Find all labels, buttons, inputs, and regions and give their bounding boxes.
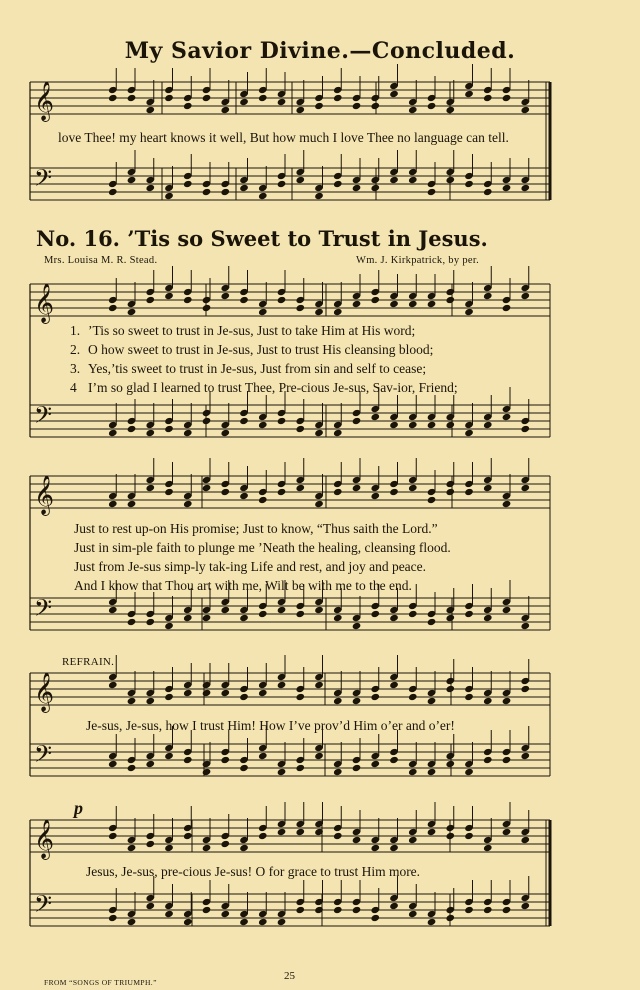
verse-number-4: 4: [70, 380, 77, 395]
svg-text:𝄢: 𝄢: [34, 890, 53, 923]
verse-text-3: Yes,’tis sweet to trust in Je-sus, Just from sin and self to cease;: [88, 361, 427, 376]
verse-number-1: 1.: [70, 323, 81, 338]
svg-text:𝄢: 𝄢: [34, 740, 53, 773]
author-credit: Mrs. Louisa M. R. Stead.: [44, 255, 158, 266]
dynamic-marking: p: [74, 798, 83, 818]
verse-number-2: 2.: [70, 342, 81, 357]
svg-text:𝄞: 𝄞: [34, 672, 55, 712]
verse-text-1: ’Tis so sweet to trust in Je-sus, Just to take Him at His word;: [88, 323, 416, 338]
source-footer: FROM “SONGS OF TRIUMPH.”: [44, 978, 157, 987]
svg-text:𝄞: 𝄞: [34, 81, 55, 121]
concluded-lyric: love Thee! my heart knows it well, But how much I love Thee no language can tell.: [58, 130, 509, 145]
final-lyric: Jesus, Je-sus, pre-cious Je-sus! O for grace to trust Him more.: [86, 864, 421, 879]
svg-text:𝄢: 𝄢: [34, 164, 53, 197]
refrain-label: REFRAIN.: [62, 656, 115, 668]
svg-text:𝄢: 𝄢: [34, 594, 53, 627]
verse-continuation-2: Just in sim-ple faith to plunge me ’Neath the healing, cleansing flood.: [74, 540, 451, 555]
verse-number-3: 3.: [70, 361, 81, 376]
verse-continuation-3: Just from Je-sus simp-ly tak-ing Life and rest, and joy and peace.: [74, 559, 427, 574]
svg-text:𝄞: 𝄞: [34, 283, 55, 323]
verse-text-4: I’m so glad I learned to trust Thee, Pre-cious Je-sus, Sav-ior, Friend;: [88, 380, 458, 395]
verse-text-2: O how sweet to trust in Je-sus, Just to trust His cleansing blood;: [88, 342, 434, 357]
hymn-title: No. 16. ’Tis so Sweet to Trust in Jesus.: [36, 226, 488, 251]
verse-continuation-4: And I know that Thou art with me, Wilt be with me to the end.: [74, 578, 412, 593]
refrain-lyric: Je-sus, Je-sus, how I trust Him! How I’ve prov’d Him o’er and o’er!: [86, 718, 455, 733]
verse-continuation-1: Just to rest up-on His promise; Just to know, “Thus saith the Lord.”: [74, 521, 438, 536]
svg-text:𝄢: 𝄢: [34, 401, 53, 434]
song-title: My Savior Divine.—Concluded.: [124, 38, 516, 64]
svg-text:𝄞: 𝄞: [34, 819, 55, 859]
svg-text:𝄞: 𝄞: [34, 475, 55, 515]
composer-credit: Wm. J. Kirkpatrick, by per.: [356, 255, 479, 266]
page-number: 25: [284, 970, 295, 982]
